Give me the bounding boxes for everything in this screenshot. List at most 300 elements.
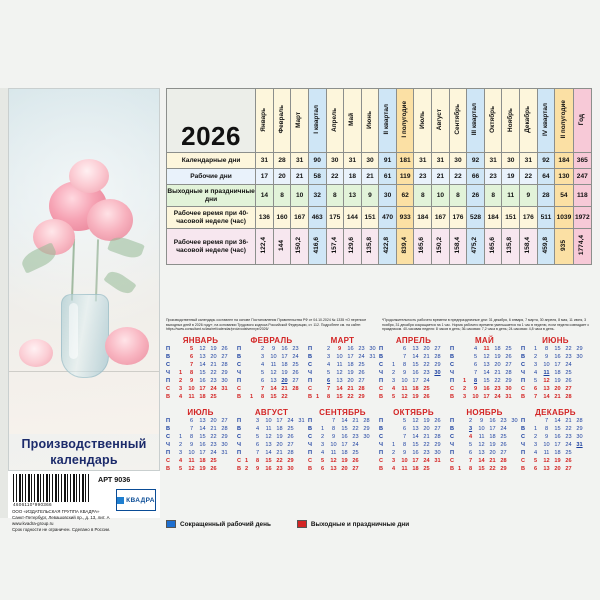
cell: 21 [432,169,450,185]
cell [432,229,450,265]
day-cell: 9 [331,434,336,440]
day-cell: 27 [500,450,507,456]
day-cell: 23 [352,434,359,440]
day-cell: 25 [423,466,430,472]
weekday-label: В [166,354,171,360]
day-cell [312,370,323,378]
day-cell: 20 [276,442,283,448]
week-column [388,418,399,474]
weekday-label: П [521,378,526,384]
week-column [432,346,443,402]
day-cell [574,466,585,474]
day-cell [454,458,465,466]
row-label: Рабочее время при 40-часовой неделе (час) [167,207,256,229]
cell: 54 [555,185,573,207]
week-column [328,418,339,474]
week-column [252,418,263,474]
day-cell: 24 [500,426,507,432]
weekday-label: С [379,458,384,464]
day-cell: 19 [341,458,348,464]
day-cell: 28 [358,386,365,392]
day-cell: 26 [358,370,365,376]
month-name: ИЮЛЬ [187,408,214,417]
day-cell: 8 [402,362,407,368]
day-cell: 9 [479,418,484,424]
day-cell: 27 [221,354,228,360]
day-cell: 1 [533,346,538,352]
weekday-label: С [237,458,242,464]
day-cell: 28 [505,370,512,376]
week-column [432,418,443,474]
cell [361,229,379,265]
cell: 61 [379,169,397,185]
cell: 31 [344,153,362,169]
day-cell [296,442,307,450]
cell-value: 122,4 [260,237,268,254]
day-cell: 4 [178,458,183,464]
day-cell: 16 [554,434,561,440]
day-cell: 31 [434,458,441,464]
cell: 21 [291,169,309,185]
day-cell: 22 [423,362,430,368]
day-cell [241,418,252,426]
weekday-label: Ч [308,370,312,376]
month-block [237,408,306,474]
day-cell: 19 [554,378,561,384]
week-column [175,418,186,474]
month-days-grid [379,418,448,474]
day-cell: 15 [336,394,343,400]
cell: 10 [432,185,450,207]
month-name: МАЙ [474,336,495,345]
col-header [432,89,450,153]
day-cell: 20 [554,466,561,472]
day-cell: 9 [189,378,194,384]
day-cell: 14 [199,426,206,432]
col-header [326,89,344,153]
cell: 30 [502,153,520,169]
logo-square-icon [117,497,124,504]
cell: 30 [449,153,467,169]
day-cell: 14 [336,386,343,392]
day-cell: 25 [292,362,299,368]
day-cell [175,362,186,370]
weekday-label: П [379,450,384,456]
day-cell: 14 [483,370,490,376]
table-header-row [167,89,592,153]
day-cell: 13 [543,386,550,392]
row-label: Рабочее время при 36-часовой неделе (час) [167,229,256,265]
day-cell [317,418,328,426]
day-cell [296,434,307,442]
cell: 8 [273,185,291,207]
week-column [552,346,563,402]
week-column [541,418,552,474]
cell: 26 [467,185,485,207]
year-title: 2026 [167,89,256,153]
day-cell: 8 [473,378,478,384]
cell [344,229,362,265]
col-header-label: Декабрь [524,106,532,133]
month-name: ФЕВРАЛЬ [250,336,293,345]
week-column [574,418,585,474]
day-cell: 5 [326,370,331,376]
day-cell: 16 [199,378,206,384]
cell: 64 [537,169,555,185]
day-cell [432,378,443,386]
day-cell [312,362,323,370]
day-cell: 2 [178,378,183,384]
day-cell: 11 [483,346,490,352]
cell [555,229,573,265]
day-cell: 28 [500,458,507,464]
day-cell: 24 [210,450,217,456]
col-header-label: Июнь [365,110,373,129]
day-cell: 20 [341,466,348,472]
day-cell: 12 [478,442,485,448]
day-cell: 1 [457,466,462,472]
col-header-label: Октябрь [488,106,496,133]
peony-bloom [105,327,149,365]
weekday-label: П [166,378,171,384]
weekday-column [237,346,246,402]
day-cell [361,442,372,450]
day-cell: 20 [423,426,430,432]
day-cell: 21 [489,458,496,464]
cell [573,229,591,265]
day-cell: 31 [298,418,305,424]
day-cell [530,418,541,426]
weekday-label: Ч [237,370,241,376]
day-cell: 2 [326,346,331,352]
day-cell: 25 [210,458,217,464]
day-cell: 19 [276,434,283,440]
weekday-label: С [166,362,171,368]
weekday-label: Ч [166,442,170,448]
day-cell: 8 [326,394,331,400]
day-cell: 1 [533,426,538,432]
day-cell: 16 [554,354,561,360]
weekday-label: П [237,450,242,456]
cell: 9 [361,185,379,207]
weekday-label: В [308,354,313,360]
day-cell [361,466,372,474]
day-cell: 28 [565,394,572,400]
weekday-label: П [450,346,455,352]
day-cell: 28 [221,426,228,432]
day-cell: 21 [554,394,561,400]
footnote-left: Производственный календарь составлен на основе Постановления Правительства РФ от 04.10.2024 № 1335 «О переносе выходных дней в 2026 году», на основании Трудового кодекса Российской Федерации, ст. 112. Подробнее см. на сайте: https://www.consultant.ru/law/ref/calendar/proizvodstvennye/2026/ [166,318,367,332]
day-cell: 26 [210,466,217,472]
cell-value: 165,6 [418,237,426,254]
cell: 22 [449,169,467,185]
cell [326,229,344,265]
day-cell: 28 [221,362,228,368]
day-cell: 13 [199,418,206,424]
day-cell: 30 [434,450,441,456]
day-cell: 30 [576,434,583,440]
cell: 31 [520,153,538,169]
day-cell: 12 [270,370,277,376]
day-cell: 14 [412,434,419,440]
weekday-label: П [237,346,242,352]
week-column [323,346,334,402]
weekday-label: П [308,378,313,384]
day-cell: 24 [358,354,365,360]
day-cell: 19 [210,346,217,352]
day-cell: 10 [478,426,485,432]
cell-value: 129,6 [348,237,356,254]
day-cell: 1 [315,394,320,400]
day-cell: 10 [330,442,337,448]
day-cell: 31 [576,442,583,448]
col-header-label: II квартал [383,104,391,135]
weekday-label: С [450,434,455,440]
weekday-label: С [237,434,242,440]
week-column [399,418,410,474]
cell [273,229,291,265]
col-header [467,89,485,153]
day-cell: 5 [320,458,325,464]
day-cell: 29 [500,466,507,472]
day-cell: 14 [478,458,485,464]
day-cell: 4 [391,466,396,472]
day-cell: 1 [391,362,396,368]
col-header-label: II полугодие [559,100,567,139]
week-column [399,346,410,402]
day-cell: 20 [347,378,354,384]
weekday-label: В [308,426,313,432]
day-cell: 15 [412,442,419,448]
day-cell: 26 [423,394,430,400]
month-days-grid [166,418,235,474]
day-cell: 22 [281,394,288,400]
month-days-grid [237,346,306,402]
day-cell: 6 [326,378,331,384]
day-cell: 15 [412,362,419,368]
day-cell: 27 [292,378,299,384]
cell: 30 [379,185,397,207]
day-cell: 5 [178,466,183,472]
week-column [345,346,356,402]
day-cell: 30 [505,386,512,392]
flower-stems [71,239,99,302]
day-cell [388,426,399,434]
month-block [379,408,448,474]
day-cell [509,458,520,466]
weeks-columns [246,346,306,402]
day-cell [246,346,257,354]
cover-title-line2: календарь [50,452,118,467]
week-column [476,418,487,474]
weekday-column [379,418,388,474]
day-cell [367,386,378,394]
day-cell: 26 [505,354,512,360]
row-label: Выходные и праздничные дни [167,185,256,207]
day-cell: 10 [336,354,343,360]
day-cell: 2 [260,346,265,352]
day-cell: 22 [352,426,359,432]
day-cell: 4 [391,386,396,392]
day-cell: 22 [565,426,572,432]
day-cell: 18 [276,426,283,432]
day-cell: 17 [483,394,490,400]
cell [396,229,414,265]
day-cell: 16 [412,450,419,456]
week-column [487,418,498,474]
cell-value: 165,6 [488,237,496,254]
day-cell [367,362,378,370]
day-cell: 24 [423,378,430,384]
weekday-label: В [166,426,171,432]
weekday-label: В [521,466,526,472]
cell: 181 [396,153,414,169]
row-label: Календарные дни [167,153,256,169]
cell: 160 [273,207,291,229]
cell: 22 [326,169,344,185]
table-row [167,207,592,229]
day-cell [574,370,585,378]
weekday-label: П [521,450,526,456]
day-cell: 15 [265,458,272,464]
weeks-columns [241,418,307,474]
day-cell: 18 [281,362,288,368]
day-cell: 2 [533,434,538,440]
day-cell: 14 [554,418,561,424]
day-cell: 9 [271,346,276,352]
day-cell: 17 [341,442,348,448]
cell: 31 [484,153,502,169]
day-cell [241,442,252,450]
day-cell: 11 [336,362,343,368]
month-block [450,336,519,402]
logo-text: КВАДРА [126,496,155,504]
week-column [492,346,503,402]
months-grid [166,336,592,474]
day-cell: 29 [576,426,583,432]
cell: 933 [396,207,414,229]
day-cell: 13 [478,450,485,456]
cell: 14 [256,185,274,207]
weekday-column [166,346,175,402]
cell [379,229,397,265]
day-cell: 11 [478,434,485,440]
day-cell: 8 [255,458,260,464]
day-cell: 27 [221,418,228,424]
day-cell: 3 [533,362,538,368]
day-cell [367,378,378,386]
day-cell: 27 [434,426,441,432]
day-cell: 12 [336,370,343,376]
day-cell: 4 [260,362,265,368]
col-header [396,89,414,153]
day-cell [454,450,465,458]
day-cell: 4 [320,450,325,456]
day-cell: 25 [565,450,572,456]
day-cell: 3 [326,354,331,360]
day-cell: 6 [533,386,538,392]
day-cell: 25 [352,450,359,456]
day-cell: 30 [221,378,228,384]
day-cell [312,354,323,362]
weekday-label: В [166,394,171,400]
day-cell: 25 [423,386,430,392]
day-cell [432,386,443,394]
cell: 19 [502,169,520,185]
weeks-columns [454,418,520,474]
week-column [197,418,208,474]
cell: 66 [467,169,485,185]
day-cell: 26 [565,458,572,464]
weekday-label: П [308,346,313,352]
day-cell: 23 [423,450,430,456]
day-cell: 28 [434,434,441,440]
day-cell: 8 [402,442,407,448]
day-cell: 13 [265,442,272,448]
day-cell: 5 [260,370,265,376]
day-cell [246,362,257,370]
weekday-label: С [308,434,313,440]
weekday-label: С [308,386,313,392]
day-cell [509,434,520,442]
cover-title-line1: Производственный [21,437,147,451]
day-cell: 31 [221,450,228,456]
day-cell: 2 [320,434,325,440]
day-cell: 16 [483,386,490,392]
day-cell [459,346,470,354]
cell-value: 135,8 [365,237,373,254]
day-cell: 23 [494,386,501,392]
day-cell: 2 [462,386,467,392]
day-cell: 19 [554,458,561,464]
barcode-block [8,470,160,532]
short-day-swatch-icon [166,520,176,528]
day-cell: 3 [178,386,183,392]
week-column [208,346,219,402]
day-cell: 21 [423,434,430,440]
weekday-label: С [450,362,455,368]
col-header-label: Август [436,108,444,131]
cell: 175 [326,207,344,229]
day-cell: 10 [543,362,550,368]
col-header [573,89,591,153]
day-cell: 2 [244,466,249,472]
day-cell: 20 [554,386,561,392]
month-block [379,336,448,402]
day-cell: 26 [287,434,294,440]
day-cell: 3 [533,442,538,448]
day-cell: 12 [265,434,272,440]
cell [256,229,274,265]
cell-value: 839,4 [400,237,408,254]
day-cell: 4 [326,362,331,368]
weekday-label: П [237,418,242,424]
day-cell: 12 [543,378,550,384]
cell: 18 [344,169,362,185]
day-cell: 3 [391,458,396,464]
day-cell: 17 [489,426,496,432]
day-cell: 22 [494,378,501,384]
cell: 176 [449,207,467,229]
weekday-label: П [237,378,242,384]
day-cell: 17 [199,386,206,392]
day-cell: 3 [468,426,473,432]
weeks-columns [530,346,590,402]
day-cell [361,450,372,458]
day-cell: 11 [543,450,550,456]
col-header [256,89,274,153]
day-cell: 24 [287,418,294,424]
